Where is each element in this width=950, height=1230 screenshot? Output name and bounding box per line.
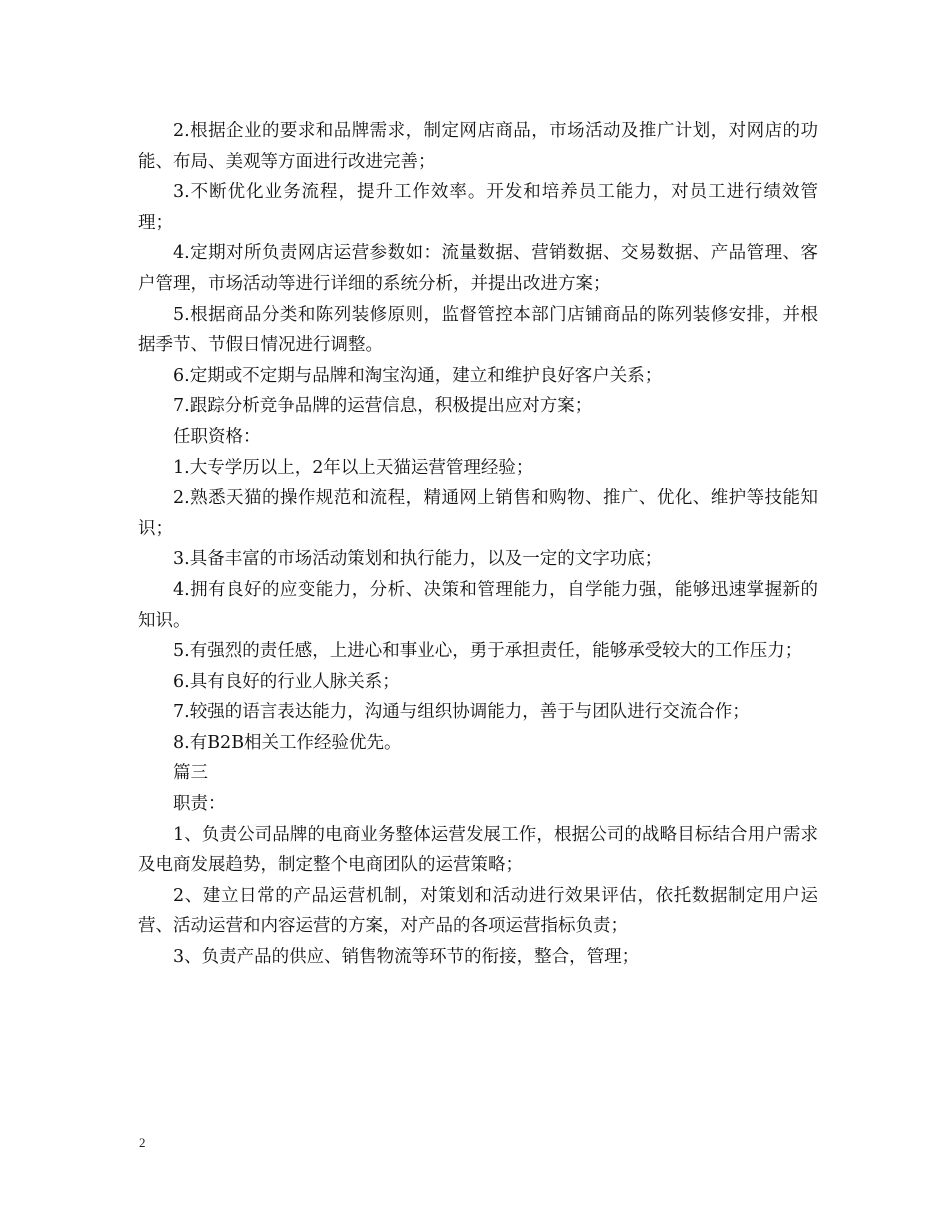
page-number: 2 (139, 1135, 146, 1150)
document-body (138, 116, 818, 973)
paragraph: 3、负责产品的供应、销售物流等环节的衔接，整合，管理； (173, 947, 640, 968)
paragraph: 3.具备丰富的市场活动策划和执行能力，以及一定的文字功底； (173, 549, 663, 570)
paragraph: 2.根据企业的要求和品牌需求，制定网店商品，市场活动及推广计划，对网店的功能、布局、美观等方面进行改进完善； (138, 121, 818, 172)
paragraph: 1.大专学历以上，2年以上天猫运营管理经验； (173, 457, 534, 478)
paragraph: 1、负责公司品牌的电商业务整体运营发展工作，根据公司的战略目标结合用户需求及电商发展趋势，制定整个电商团队的运营策略； (138, 824, 818, 876)
paragraph: 2.熟悉天猫的操作规范和流程，精通网上销售和购物、推广、优化、维护等技能知识； (138, 488, 818, 539)
paragraph: 4.定期对所负责网店运营参数如：流量数据、营销数据、交易数据、产品管理、客户管理，市场活动等进行详细的系统分析，并提出改进方案； (138, 243, 818, 294)
section-heading: 职责： (173, 794, 226, 815)
section-heading: 任职资格： (173, 426, 261, 447)
section-heading: 篇三 (173, 763, 208, 784)
paragraph: 8.有B2B相关工作经验优先。 (173, 732, 402, 753)
paragraph: 2、建立日常的产品运营机制，对策划和活动进行效果评估，依托数据制定用户运营、活动运营和内容运营的方案，对产品的各项运营指标负责； (138, 885, 818, 937)
paragraph: 6.定期或不定期与品牌和淘宝沟通，建立和维护良好客户关系； (173, 365, 663, 386)
paragraph: 7.较强的语言表达能力，沟通与组织协调能力，善于与团队进行交流合作； (173, 702, 750, 723)
paragraph: 5.有强烈的责任感，上进心和事业心，勇于承担责任，能够承受较大的工作压力； (173, 641, 803, 662)
paragraph: 6.具有良好的行业人脉关系； (173, 671, 400, 692)
paragraph: 5.根据商品分类和陈列装修原则，监督管控本部门店铺商品的陈列装修安排，并根据季节、节假日情况进行调整。 (138, 304, 818, 356)
paragraph: 7.跟踪分析竞争品牌的运营信息，积极提出应对方案； (173, 396, 593, 417)
paragraph: 4.拥有良好的应变能力，分析、决策和管理能力，自学能力强，能够迅速掌握新的知识。 (138, 579, 818, 631)
paragraph: 3.不断优化业务流程，提升工作效率。开发和培养员工能力，对员工进行绩效管理； (138, 182, 818, 233)
